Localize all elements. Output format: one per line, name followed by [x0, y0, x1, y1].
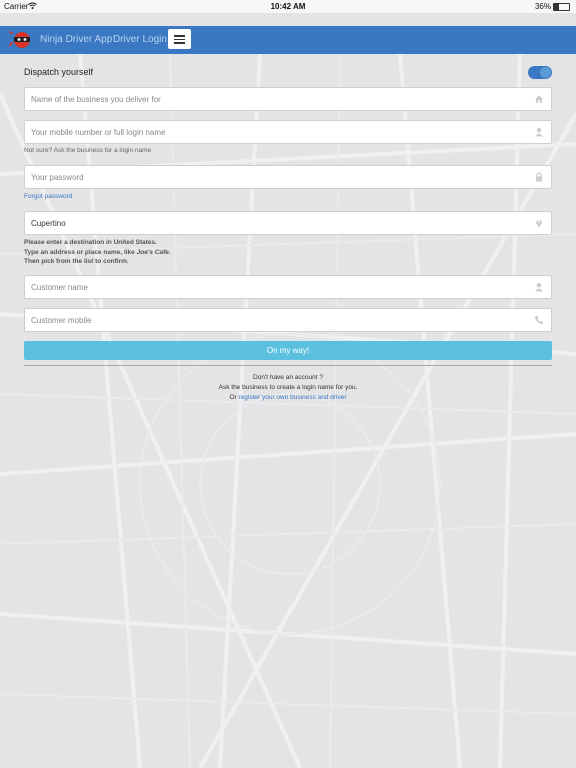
battery-percentage: 36% — [534, 2, 551, 11]
battery-level — [554, 4, 559, 10]
customer-name-input[interactable] — [31, 276, 526, 298]
ninja-logo-icon[interactable] — [8, 30, 38, 50]
battery-icon — [553, 3, 570, 11]
home-icon — [534, 94, 544, 104]
toggle-knob — [540, 67, 551, 78]
user-icon — [534, 282, 544, 292]
customer-mobile-input[interactable] — [31, 309, 526, 331]
signup-block — [24, 373, 552, 403]
map-marker-icon — [534, 218, 544, 228]
destination-help-line-2 — [24, 248, 171, 258]
navbar-brand[interactable]: Ninja Driver App — [40, 34, 113, 45]
navbar — [0, 26, 576, 54]
divider — [24, 365, 552, 366]
dispatch-toggle[interactable] — [528, 66, 552, 79]
destination-input[interactable] — [31, 212, 526, 234]
clock: 10:42 AM — [270, 2, 306, 11]
carrier-label: Carrier — [4, 2, 29, 11]
destination-field — [24, 211, 552, 235]
user-icon — [534, 127, 544, 137]
destination-help-line-2-start: Type an address or place name, like — [24, 248, 137, 256]
customer-name-field — [24, 275, 552, 299]
phone-icon — [534, 315, 544, 325]
customer-mobile-field — [24, 308, 552, 332]
no-account-text: Don't have an account ? — [253, 374, 323, 381]
hamburger-icon — [174, 35, 185, 37]
dispatch-row — [24, 66, 552, 80]
lock-icon — [534, 172, 544, 182]
destination-help-line-3: Then pick from the list to confirm. — [24, 258, 129, 265]
hamburger-icon-bar — [174, 39, 185, 41]
mobile-help-text: Not sure? Ask the business for a login name — [24, 147, 152, 154]
business-field — [24, 87, 552, 111]
business-input[interactable] — [31, 88, 526, 110]
destination-help-example: Joe's Cafe — [136, 248, 169, 256]
register-line — [24, 393, 552, 403]
destination-help-text — [24, 238, 171, 267]
destination-help-line-1: Please enter a destination in United States. — [24, 239, 157, 246]
map-background — [0, 54, 576, 768]
mobile-input[interactable] — [31, 121, 526, 143]
on-my-way-button[interactable]: On my way! — [24, 341, 552, 360]
register-prefix: Or — [229, 394, 239, 401]
status-bar — [0, 0, 576, 13]
ask-business-text: Ask the business to create a login name for you. — [218, 384, 358, 391]
menu-toggle-button[interactable] — [168, 29, 191, 49]
driver-login-link[interactable]: Driver Login — [113, 34, 167, 45]
password-input[interactable] — [31, 166, 526, 188]
dispatch-label: Dispatch yourself — [24, 67, 94, 77]
mobile-field — [24, 120, 552, 144]
password-field — [24, 165, 552, 189]
destination-help-line-2-end: . — [168, 248, 171, 256]
forgot-password-link[interactable]: Forgot password — [24, 193, 73, 200]
register-business-link[interactable]: register your own business and driver — [238, 394, 347, 401]
hamburger-icon-bar — [174, 42, 185, 44]
